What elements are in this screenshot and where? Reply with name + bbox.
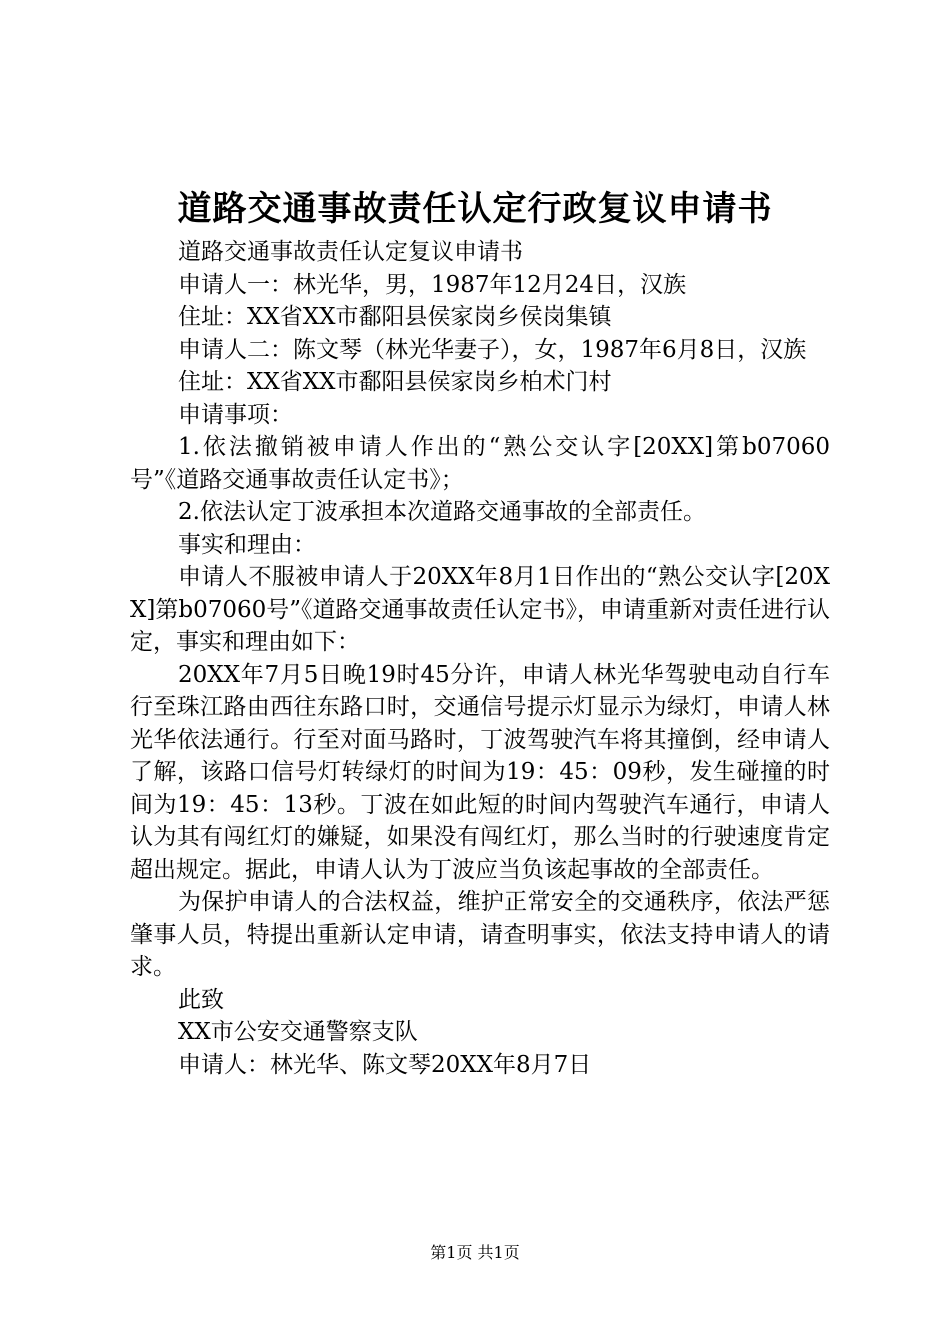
request-item-2: 2.依法认定丁波承担本次道路交通事故的全部责任。 [178,499,706,525]
signature-line: 申请人：林光华、陈文琴20XX年8月7日 [178,1051,592,1078]
document-body [130,236,830,1081]
applicant-one-paragraph: 申请人一：林光华，男，1987年12月24日，汉族 [178,271,687,298]
salutation: 此致 [178,986,224,1013]
request-item-1: 1.依法撤销被申请人作出的“熟公交认字[20XX]第b07060号”《道路交通事故责任认定书》； [130,434,830,493]
facts-intro-paragraph: 申请人不服被申请人于20XX年8月1日作出的“熟公交认字[20XX]第b07060号”《道路交通事故责任认定书》，申请重新对责任进行认定，事实和理由如下： [130,564,830,655]
document-title: 道路交通事故责任认定行政复议申请书 [177,189,773,229]
facts-detail-paragraph: 20XX年7月5日晚19时45分许，申请人林光华驾驶电动自行车行至珠江路由西往东路口时，交通信号提示灯显示为绿灯，申请人林光华依法通行。行至对面马路时，丁波驾驶汽车将其撞倒，经申请人了解，该路口信号灯转绿灯的时间为19：45：09秒，发生碰撞的时间为19：45：13秒。丁波在如此短的时间内驾驶汽车通行，申请人认为其有闯红灯的嫌疑，如果没有闯红灯，那么当时的行驶速度肯定超出规定。据此，申请人认为丁波应当负该起事故的全部责任。 [130,661,830,883]
address-one-paragraph: 住址：XX省XX市鄱阳县侯家岗乡侯岗集镇 [178,304,612,330]
recipient: XX市公安交通警察支队 [178,1019,418,1045]
facts-heading: 事实和理由： [178,531,316,558]
page-footer: 第1页 共1页 [430,1243,520,1262]
applicant-two-paragraph: 申请人二：陈文琴（林光华妻子），女，1987年6月8日，汉族 [178,336,807,363]
address-two-paragraph: 住址：XX省XX市鄱阳县侯家岗乡柏术门村 [178,369,612,395]
purpose-paragraph: 为保护申请人的合法权益，维护正常安全的交通秩序，依法严惩肇事人员，特提出重新认定申请，请查明事实，依法支持申请人的请求。 [130,889,830,980]
request-heading: 申请事项： [178,401,293,428]
subtitle-paragraph: 道路交通事故责任认定复议申请书 [178,239,523,265]
